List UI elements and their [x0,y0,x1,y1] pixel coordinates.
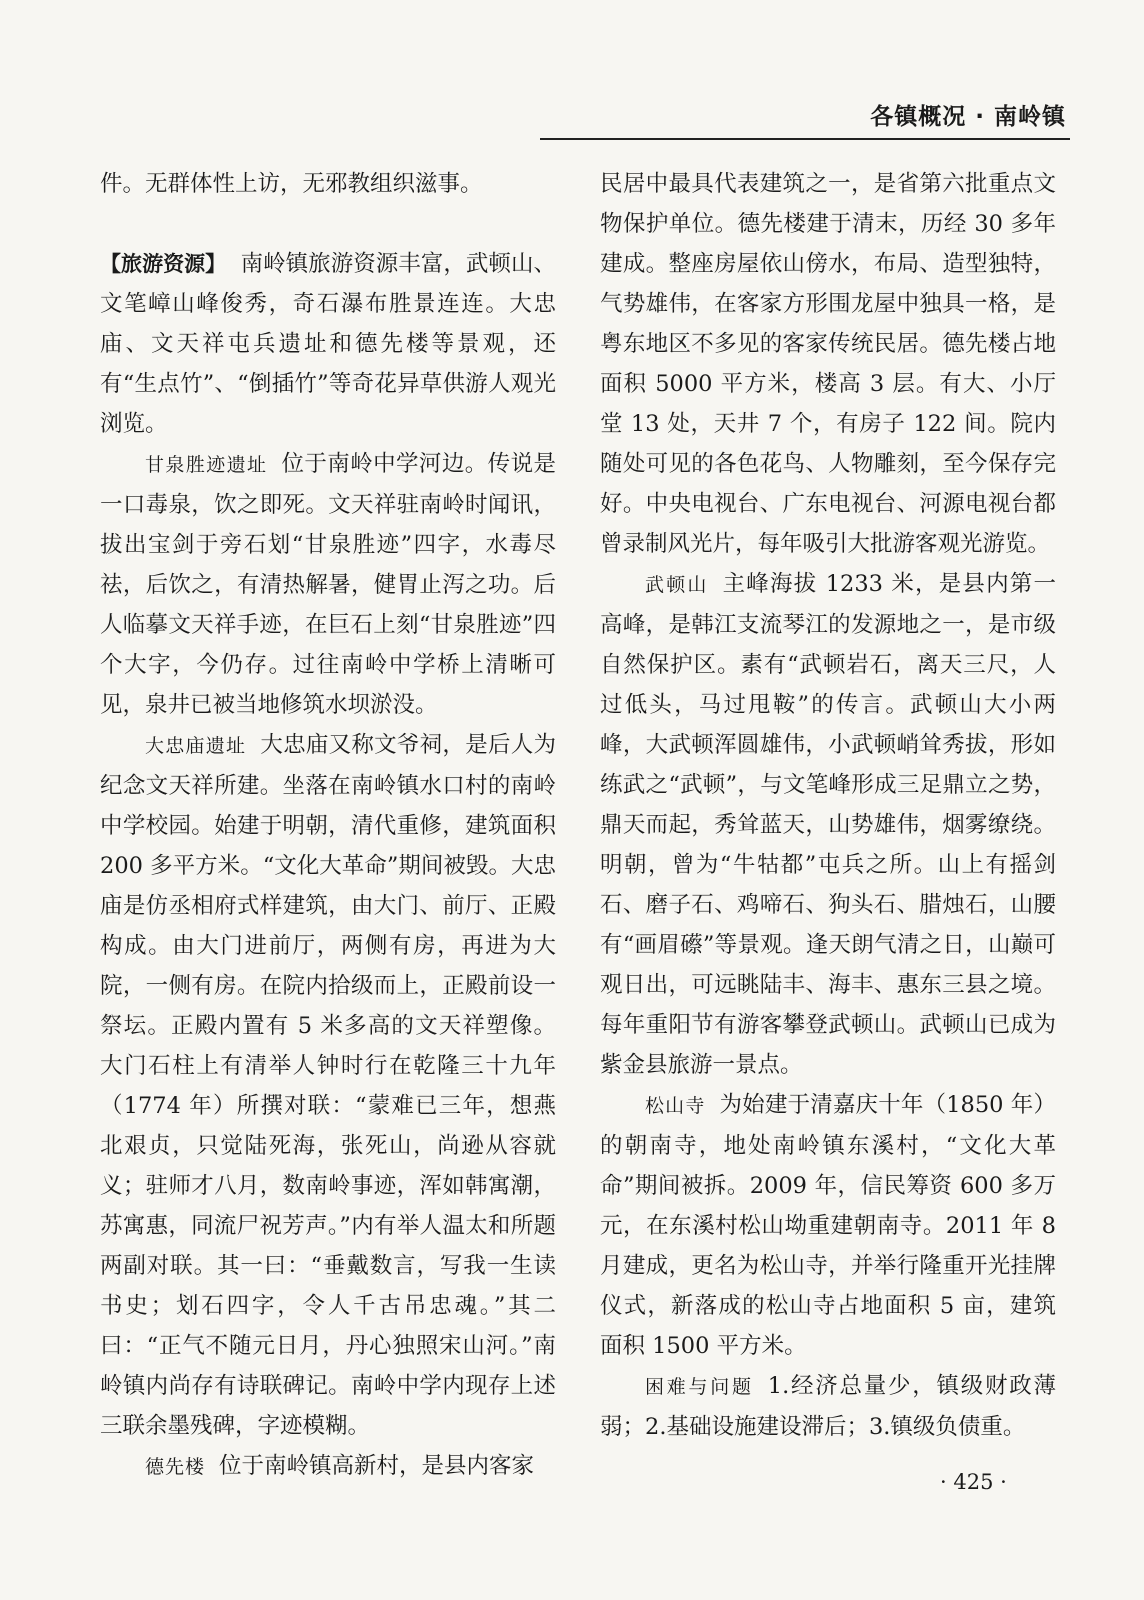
section-heading: 【旅游资源】 [100,252,227,276]
page-number: · 425 · [940,1470,1007,1494]
entry-dexian-continued: 民居中最具代表建筑之一，是省第六批重点文物保护单位。德先楼建于清末，历经 30 多年建成。整座房屋依山傍水，布局、造型独特，气势雄伟，在客家方形围龙屋中独具一格，是粤东地区不多见的客家传统民居。德先楼占地面积 5000 平方米，楼高 3 层。有大、小厅堂 13 处，天井 7 个，有房子 122 间。院内随处可见的各色花鸟、人物雕刻，至今保存完好。中央电视台、广东电视台、河源电视台都曾录制风光片，每年吸引大批游客观光游览。 [600,171,1056,557]
entry-title: 困难与问题 [645,1376,754,1398]
entry-dexian [100,1446,556,1487]
entry-text: 1.经济总量少，镇级财政薄弱；2.基础设施建设滞后；3.镇级负债重。 [600,1373,1056,1440]
entry-wudun [600,564,1056,1085]
entry-dazhong [100,725,556,1446]
entry-text: 主峰海拔 1233 米，是县内第一高峰，是韩江支流琴江的发源地之一，是市级自然保护区。素有“武顿岩石，离天三尺，人过低头，马过甩鞍”的传言。武顿山大小两峰，大武顿浑圆雄伟，小武顿峭耸秀拔，形如练武之“武顿”，与文笔峰形成三足鼎立之势，鼎天而起，秀耸蓝天，山势雄伟，烟雾缭绕。明朝，曾为“牛牯都”屯兵之所。山上有摇剑石、磨子石、鸡啼石、狗头石、腊烛石，山腰有“画眉礤”等景观。逢天朗气清之日，山巅可观日出，可远眺陆丰、海丰、惠东三县之境。每年重阳节有游客攀登武顿山。武顿山已成为紫金县旅游一景点。 [600,571,1056,1078]
entry-songshan [600,1085,1056,1366]
entry-text: 位于南岭镇高新村，是县内客家 [219,1453,535,1479]
entry-text: 为始建于清嘉庆十年（1850 年）的朝南寺，地处南岭镇东溪村，“文化大革命”期间被拆。2009 年，信民筹资 600 多万元，在东溪村松山坳重建朝南寺。2011 年 8 月建成，更名为松山寺，并举行隆重开光挂牌仪式，新落成的松山寺占地面积 5 亩，建筑面积 1500 平方米。 [600,1092,1056,1359]
section-text: 南岭镇旅游资源丰富，武顿山、文笔嶂山峰俊秀，奇石瀑布胜景连连。大忠庙、文天祥屯兵遗址和德先楼等景观，还有“生点竹”、“倒插竹”等奇花异草供游人观光浏览。 [100,251,556,437]
header-rule [540,138,1070,140]
section-tourism [100,244,556,444]
entry-title: 甘泉胜迹遗址 [145,454,268,476]
running-header: 各镇概况 · 南岭镇 [870,104,1066,130]
entry-title: 松山寺 [645,1095,706,1117]
entry-problems [600,1366,1056,1447]
left-column [100,164,556,1487]
entry-text: 大忠庙又称文爷祠，是后人为纪念文天祥所建。坐落在南岭镇水口村的南岭中学校园。始建于明朝，清代重修，建筑面积 200 多平方米。“文化大革命”期间被毁。大忠庙是仿丞相府式样建筑，由大门、前厅、正殿构成。由大门进前厅，两侧有房，再进为大院，一侧有房。在院内拾级而上，正殿前设一祭坛。正殿内置有 5 米多高的文天祥塑像。大门石柱上有清举人钟时行在乾隆三十九年（1774 年）所撰对联：“蒙难已三年，想燕北艰贞，只觉陆死海，张死山，尚逊从容就义；驻师才八月，数南岭事迹，浑如韩寓潮，苏寓惠，同流尸祝芳声。”内有举人温太和所题两副对联。其一曰：“垂戴数言，写我一生读书史；划石四字，令人千古吊忠魂。”其二曰：“正气不随元日月，丹心独照宋山河。”南岭镇内尚存有诗联碑记。南岭中学内现存上述三联余墨残碑，字迹模糊。 [100,732,556,1439]
paragraph-continuation: 件。无群体性上访，无邪教组织滋事。 [100,171,483,197]
entry-ganquan [100,444,556,725]
entry-title: 武顿山 [645,574,709,596]
entry-title: 德先楼 [145,1456,206,1478]
entry-title: 大忠庙遗址 [145,735,247,757]
right-column [600,164,1056,1447]
entry-text: 位于南岭中学河边。传说是一口毒泉，饮之即死。文天祥驻南岭时闻讯，拔出宝剑于旁石划“甘泉胜迹”四字，水毒尽祛，后饮之，有清热解暑，健胃止泻之功。后人临摹文天祥手迹，在巨石上刻“甘泉胜迹”四个大字，今仍存。过往南岭中学桥上清晰可见，泉井已被当地修筑水坝淤没。 [100,451,556,718]
